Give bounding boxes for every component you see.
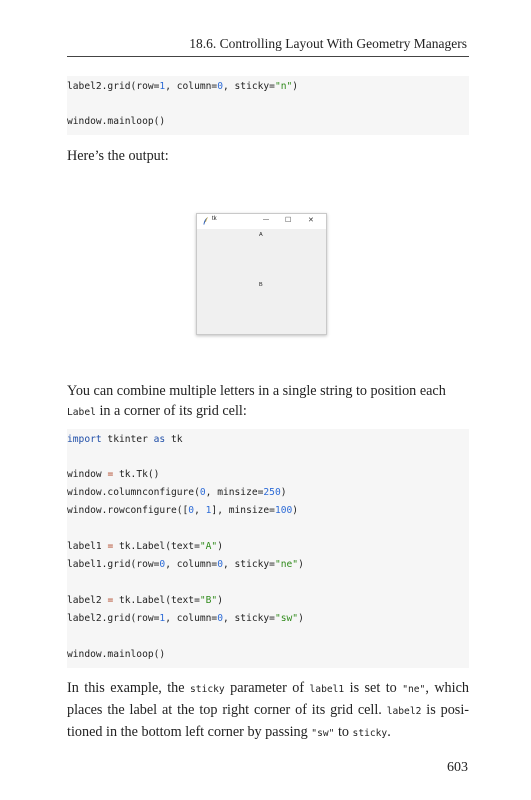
inline-code: "sw" <box>311 728 335 739</box>
code-line <box>67 558 304 572</box>
code-text: window.mainloop() <box>67 649 166 660</box>
label-b: B <box>259 282 263 288</box>
code-text: ) <box>217 595 223 606</box>
code-text: label1.grid(row= <box>67 559 160 570</box>
code-block-top <box>67 76 469 135</box>
page-number: 603 <box>447 760 468 775</box>
code-text: ) <box>217 541 223 552</box>
code-text: tkinter <box>101 434 154 445</box>
close-icon[interactable]: ✕ <box>308 217 314 224</box>
tk-window-screenshot <box>196 213 327 335</box>
label-a: A <box>259 232 263 238</box>
code-text: tk.Label(text= <box>113 541 200 552</box>
code-string: "B" <box>199 595 218 606</box>
code-line <box>67 540 223 554</box>
code-string: "A" <box>199 541 218 552</box>
code-keyword: import <box>67 434 102 445</box>
code-text: , column= <box>165 559 218 570</box>
code-string: "n" <box>274 81 293 92</box>
code-number: 0 <box>159 559 166 570</box>
code-operator: = <box>107 469 114 480</box>
code-line <box>67 594 223 608</box>
paragraph-combine <box>67 381 469 423</box>
maximize-icon[interactable]: ☐ <box>285 217 292 224</box>
code-block-main <box>67 429 469 668</box>
code-line <box>67 648 165 662</box>
code-number: 1 <box>205 505 212 516</box>
code-number: 0 <box>199 487 206 498</box>
code-text: , sticky= <box>222 613 275 624</box>
code-text: ) <box>292 81 299 92</box>
output-intro-text: Here’s the output: <box>67 148 169 164</box>
code-text: label1 <box>67 541 108 552</box>
code-text: ) <box>298 613 304 624</box>
inline-code: sticky <box>190 684 225 695</box>
page-header <box>67 36 469 57</box>
code-line <box>67 80 298 94</box>
code-text: , column= <box>165 613 218 624</box>
inline-code: sticky <box>352 728 388 739</box>
paragraph-text: . <box>387 724 391 740</box>
code-text: window.columnconfigure( <box>67 487 200 498</box>
code-number: 1 <box>159 613 166 624</box>
code-text: window <box>67 469 108 480</box>
code-number: 0 <box>217 81 223 92</box>
paragraph-text: parameter of <box>224 680 310 696</box>
code-number: 0 <box>188 505 195 516</box>
paragraph-text: to <box>334 724 353 740</box>
paragraph-text: is set to <box>344 680 403 696</box>
code-number: 100 <box>274 505 293 516</box>
paragraph-text: In this example, the <box>67 680 191 696</box>
code-string: "sw" <box>274 613 299 624</box>
feather-icon <box>203 217 209 225</box>
inline-code: Label <box>67 407 96 418</box>
code-text: window.rowconfigure([ <box>67 505 189 516</box>
code-operator: = <box>107 541 114 552</box>
code-operator: = <box>107 595 114 606</box>
code-text: , column= <box>165 81 218 92</box>
paragraph-text: , which places the label at the top right corner of its grid cell. <box>67 680 469 718</box>
window-title: tk <box>212 216 217 222</box>
code-text: ) <box>292 505 299 516</box>
code-number: 0 <box>217 559 223 570</box>
code-line <box>67 612 304 626</box>
code-text: , sticky= <box>222 81 275 92</box>
inline-code: "ne" <box>402 684 426 695</box>
code-text: window.mainloop() <box>67 116 166 127</box>
minimize-icon[interactable]: — <box>263 217 269 223</box>
code-line <box>67 468 159 482</box>
code-text: label2 <box>67 595 108 606</box>
code-text: ) <box>298 559 304 570</box>
code-number: 250 <box>263 487 281 498</box>
code-string: "ne" <box>274 559 299 570</box>
code-text: , minsize= <box>205 487 264 498</box>
code-number: 0 <box>217 613 223 624</box>
paragraph-text: is posi-tioned in the bottom left corner by passing <box>67 702 469 740</box>
code-text: ], minsize= <box>211 505 275 516</box>
code-number: 1 <box>159 81 166 92</box>
code-text: tk <box>165 434 183 445</box>
inline-code: label1 <box>309 684 345 695</box>
paragraph-text: You can combine multiple letters in a single string to position each <box>67 383 446 399</box>
code-text: label2.grid(row= <box>67 81 160 92</box>
paragraph-explanation <box>67 678 469 744</box>
inline-code: label2 <box>386 706 422 717</box>
code-line <box>67 486 287 500</box>
output-intro <box>67 146 469 166</box>
code-keyword: as <box>153 434 166 445</box>
code-text: , <box>194 505 206 516</box>
code-line <box>67 433 183 447</box>
paragraph-text: in a corner of its grid cell: <box>95 403 247 419</box>
section-title: 18.6. Controlling Layout With Geometry Managers <box>189 36 467 51</box>
window-titlebar <box>197 214 326 229</box>
code-text: label2.grid(row= <box>67 613 160 624</box>
code-text: ) <box>280 487 287 498</box>
code-text: , sticky= <box>222 559 275 570</box>
code-line <box>67 504 298 518</box>
code-text: tk.Label(text= <box>113 595 200 606</box>
code-line <box>67 115 165 129</box>
code-text: tk.Tk() <box>113 469 160 480</box>
